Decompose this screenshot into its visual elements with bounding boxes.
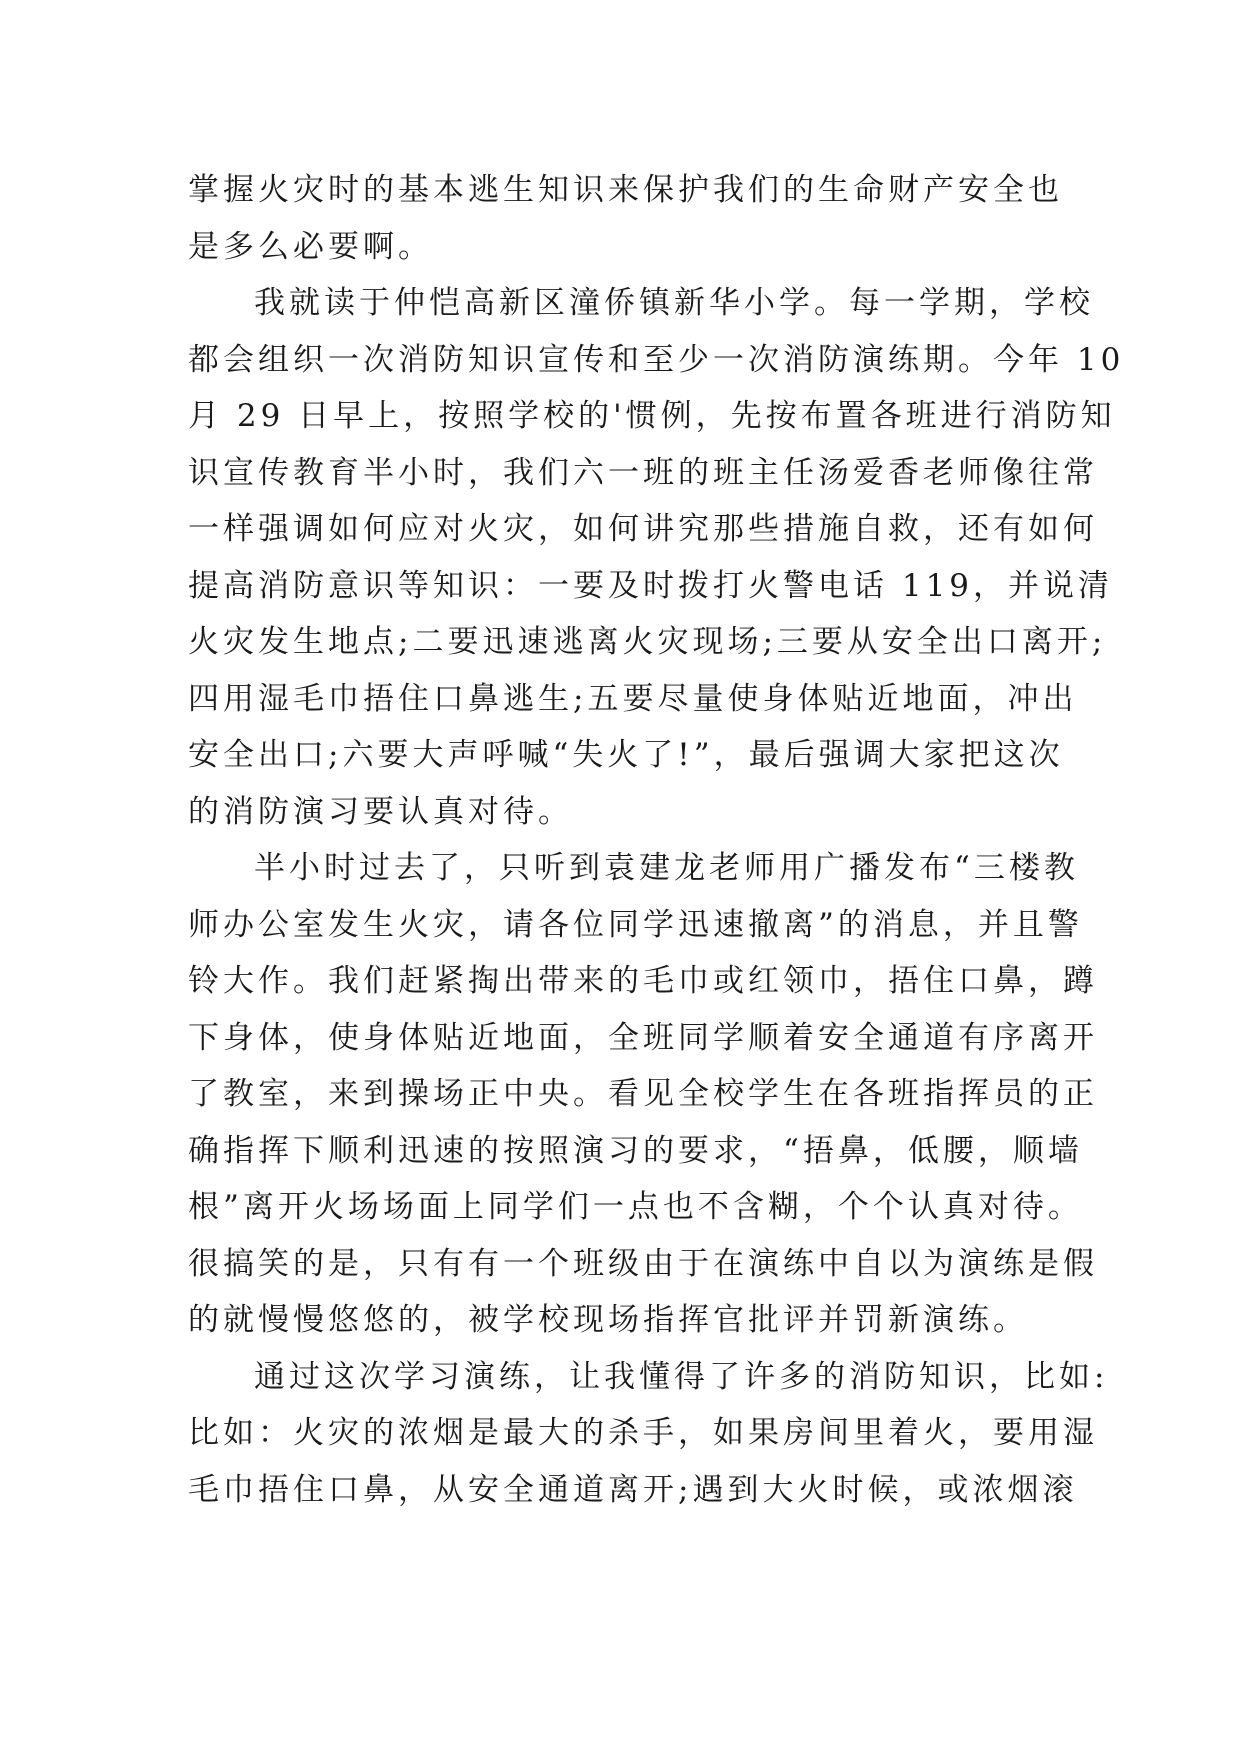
paragraph-4 — [188, 1349, 1109, 1519]
text-line: 我就读于仲恺高新区潼侨镇新华小学。每一学期，学校 — [254, 285, 1094, 321]
text-line: 是多么必要啊。 — [188, 228, 433, 265]
text-line: 都会组织一次消防知识宣传和至少一次消防演练期。今年 10 — [188, 341, 1125, 378]
text-line: 识宣传教育半小时，我们六一班的班主任汤爱香老师像往常 — [188, 454, 1098, 491]
text-line: 铃大作。我们赶紧掏出带来的毛巾或红领巾，捂住口鼻，蹲 — [188, 963, 1098, 999]
text-line: 提高消防意识等知识：一要及时拨打火警电话 119，并说清 — [188, 567, 1114, 604]
text-line: 了教室，来到操场正中央。看见全校学生在各班指挥员的正 — [188, 1076, 1098, 1112]
text-line: 比如：火灾的浓烟是最大的杀手，如果房间里着火，要用湿 — [188, 1415, 1098, 1451]
paragraph-3 — [188, 840, 1098, 1349]
text-line: 的就慢慢悠悠的，被学校现场指挥官批评并罚新演练。 — [188, 1302, 1028, 1338]
document-body — [188, 162, 1125, 1518]
text-line: 下身体，使身体贴近地面，全班同学顺着安全通道有序离开 — [188, 1019, 1098, 1056]
text-line: 根”离开火场场面上同学们一点也不含糊，个个认真对待。 — [188, 1189, 1083, 1225]
text-line: 通过这次学习演练，让我懂得了许多的消防知识，比如: — [254, 1358, 1109, 1395]
paragraph-2 — [188, 275, 1125, 840]
text-line: 确指挥下顺利迅速的按照演习的要求，“捂鼻，低腰，顺墙 — [188, 1132, 1083, 1169]
paragraph-1 — [188, 162, 1068, 275]
text-line: 很搞笑的是，只有有一个班级由于在演练中自以为演练是假 — [188, 1245, 1098, 1282]
text-line: 半小时过去了，只听到袁建龙老师用广播发布“三楼教 — [254, 850, 1079, 886]
text-line: 师办公室发生火灾，请各位同学迅速撤离”的消息，并且警 — [188, 906, 1083, 943]
text-line: 一样强调如何应对火灾，如何讲究那些措施自救，还有如何 — [188, 511, 1098, 547]
text-line: 四用湿毛巾捂住口鼻逃生;五要尽量使身体贴近地面，冲出 — [188, 680, 1078, 717]
text-line: 月 29 日早上，按照学校的'惯例，先按布置各班进行消防知 — [188, 398, 1116, 434]
text-line: 安全出口;六要大声呼喊“失火了!”，最后强调大家把这次 — [188, 737, 1064, 773]
text-line: 的消防演习要认真对待。 — [188, 793, 573, 830]
text-line: 火灾发生地点;二要迅速逃离火灾现场;三要从安全出口离开; — [188, 624, 1107, 660]
text-line: 掌握火灾时的基本逃生知识来保护我们的生命财产安全也 — [188, 172, 1063, 208]
text-line: 毛巾捂住口鼻，从安全通道离开;遇到大火时候，或浓烟滚 — [188, 1471, 1078, 1508]
